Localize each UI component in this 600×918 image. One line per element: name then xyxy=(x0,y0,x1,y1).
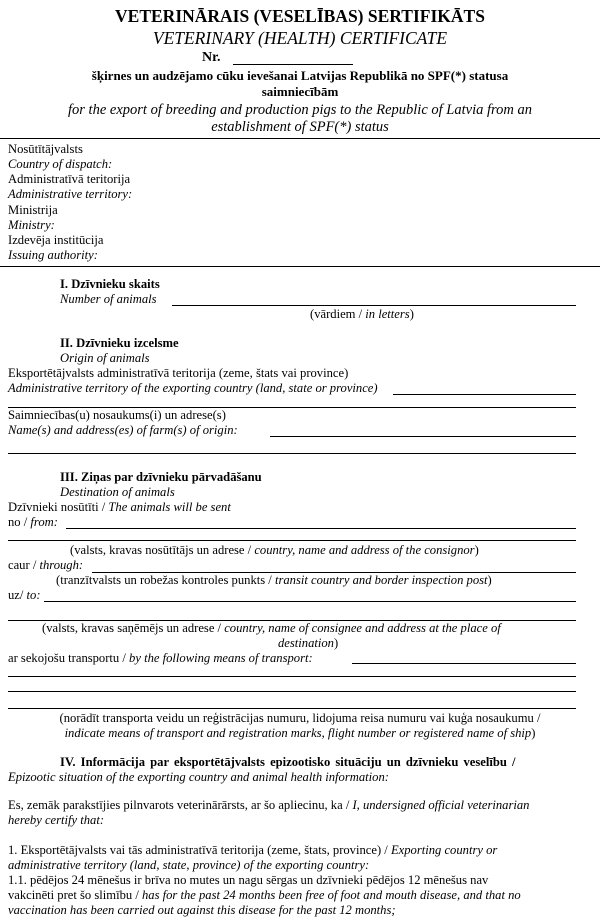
to-line xyxy=(44,601,576,602)
section4-heading: IV. Informācija par eksportētājvalsts epizootisko situāciju un dzīvnieku veselību / xyxy=(60,755,516,769)
origin-territory-label-en: Administrative territory of the exporting country (land, state or province) xyxy=(8,381,378,395)
section2-heading-en: Origin of animals xyxy=(60,351,150,365)
certify-statement-line2: hereby certify that: xyxy=(8,813,105,827)
farm-name-label: Saimniecības(u) nosaukums(i) un adrese(s) xyxy=(8,408,226,422)
from-line-2 xyxy=(8,540,576,541)
transport-line-3 xyxy=(8,691,576,692)
certify-statement: Es, zemāk parakstījies pilnvarots veterinārārsts, ar šo apliecinu, ka / I, undersigned official veterinarian xyxy=(8,798,530,812)
section1-heading-en: Number of animals xyxy=(60,292,157,306)
certificate-number-line xyxy=(233,64,353,65)
consignor-note: (valsts, kravas nosūtītājs un adrese / country, name and address of the consignor) xyxy=(70,543,479,557)
certificate-number-label: Nr. xyxy=(202,50,221,65)
through-label: caur / through: xyxy=(8,558,84,572)
paragraph-1-1-line3: vaccination has been carried out against this disease for the past 12 months; xyxy=(8,903,396,917)
transport-indicate-note-line2: indicate means of transport and registration marks, flight number or registered name of ship) xyxy=(64,726,536,740)
origin-territory-line xyxy=(393,394,576,395)
country-of-dispatch-label-en: Country of dispatch: xyxy=(8,157,113,171)
paragraph-1-1-line2: vakcinēti pret šo slimību / has for the past 24 months been free of foot and mouth disease, and that no xyxy=(8,888,521,902)
title-english: VETERINARY (HEALTH) CERTIFICATE xyxy=(152,28,448,48)
farm-name-line-1 xyxy=(270,436,576,437)
subtitle-english-line2: establishment of SPF(*) status xyxy=(211,119,389,135)
section4-heading-en: Epizootic situation of the exporting country and animal health information: xyxy=(8,770,389,784)
farm-name-label-en: Name(s) and address(es) of farm(s) of origin: xyxy=(8,423,238,437)
consignee-note-line2: destination) xyxy=(278,636,339,650)
subtitle-latvian-line1: šķirnes un audzējamo cūku ievešanai Latvijas Republikā no SPF(*) statusa xyxy=(91,68,509,83)
paragraph-1-1: 1.1. pēdējos 24 mēnešus ir brīva no mutes un nagu sērgas un dzīvnieki pēdējos 12 mēnešus nav xyxy=(8,873,489,887)
administrative-territory-label: Administratīvā teritorija xyxy=(8,172,131,186)
subtitle-latvian-line2: saimniecībām xyxy=(261,84,339,99)
subtitle-english-line1: for the export of breeding and production pigs to the Republic of Latvia from an xyxy=(68,102,532,118)
paragraph-1-line2: administrative territory (land, state, province) of the exporting country: xyxy=(8,858,370,872)
transport-indicate-note: (norādīt transporta veidu un reģistrācijas numuru, lidojuma reisa numuru vai kuģa nosaukumu / xyxy=(59,711,541,725)
from-line-1 xyxy=(66,528,576,529)
issuing-authority-label-en: Issuing authority: xyxy=(8,248,98,262)
to-label: uz/ to: xyxy=(8,588,41,602)
transit-note: (tranzītvalsts un robežas kontroles punkts / transit country and border inspection post) xyxy=(56,573,492,587)
title-latvian: VETERINĀRAIS (VESELĪBAS) SERTIFIKĀTS xyxy=(115,6,485,26)
country-of-dispatch-label: Nosūtītājvalsts xyxy=(8,142,83,156)
origin-territory-label: Eksportētājvalsts administratīvā teritorija (zeme, štats vai province) xyxy=(8,366,349,380)
transport-line-2 xyxy=(8,676,576,677)
section3-heading-en: Destination of animals xyxy=(60,485,175,499)
farm-name-line-2 xyxy=(8,453,576,454)
section2-heading: II. Dzīvnieku izcelsme xyxy=(60,336,179,350)
ministry-label-en: Ministry: xyxy=(8,218,55,232)
in-letters-note: (vārdiem / in letters) xyxy=(310,307,414,321)
transport-line-1 xyxy=(352,663,576,664)
section1-heading: I. Dzīvnieku skaits xyxy=(60,277,160,291)
section3-heading: III. Ziņas par dzīvnieku pārvadāšanu xyxy=(60,470,262,484)
consignee-note: (valsts, kravas saņēmējs un adrese / country, name of consignee and address at the place of xyxy=(42,621,501,635)
header-divider xyxy=(0,138,600,139)
animals-sent-label: Dzīvnieki nosūtīti / The animals will be sent xyxy=(8,500,231,514)
transport-line-4 xyxy=(8,708,576,709)
administrative-territory-label-en: Administrative territory: xyxy=(8,187,133,201)
number-of-animals-line xyxy=(172,305,576,306)
from-label: no / from: xyxy=(8,515,58,529)
issuing-authority-label: Izdevēja institūcija xyxy=(8,233,104,247)
ministry-label: Ministrija xyxy=(8,203,58,217)
dispatch-divider xyxy=(0,266,600,267)
transport-label: ar sekojošu transportu / by the following means of transport: xyxy=(8,651,313,665)
paragraph-1: 1. Eksportētājvalsts vai tās administratīvā teritorija (zeme, štats, province) / Exporting country or xyxy=(8,843,498,857)
